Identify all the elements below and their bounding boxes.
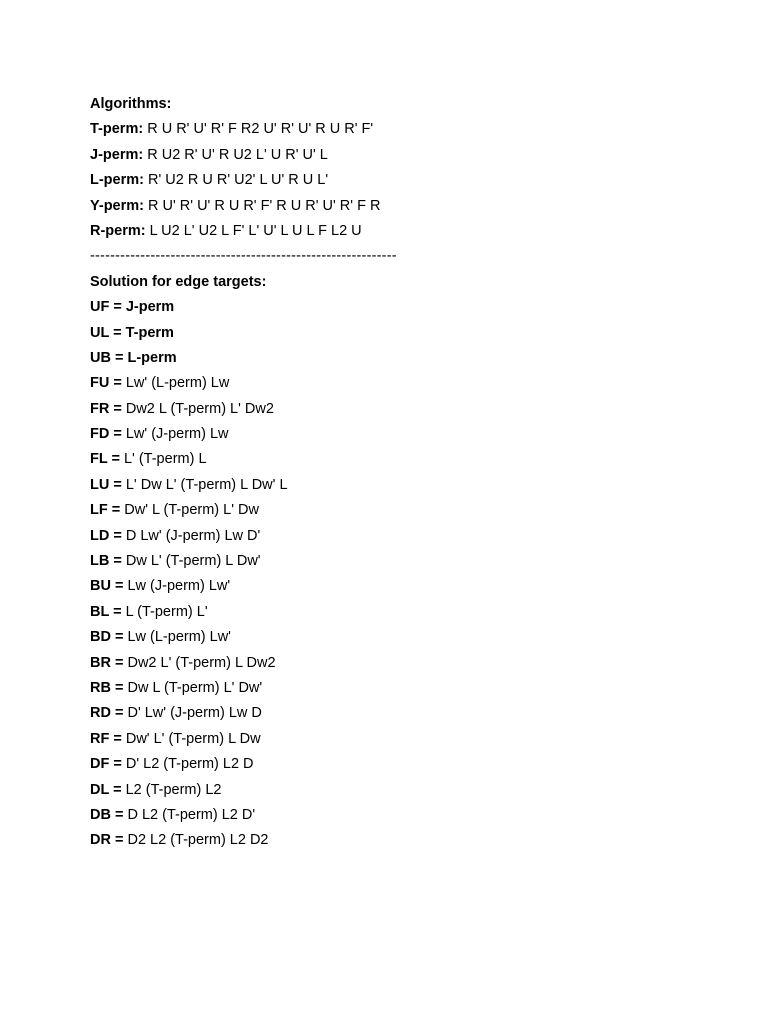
solution-moves: Lw' (J-perm) Lw — [125, 426, 229, 443]
solution-moves: D L2 (T-perm) L2 D' — [127, 806, 256, 823]
solution-target: BU = — [90, 578, 128, 595]
solution-moves: L (T-perm) L' — [125, 603, 208, 620]
algorithm-moves: R U' R' U' R U R' F' R U R' U' R' F R — [148, 197, 381, 214]
solution-target: LB = — [90, 553, 126, 570]
solution-target: FU = — [90, 375, 126, 392]
solution-target: RF = — [90, 730, 126, 747]
solution-line — [90, 524, 730, 549]
solution-line — [90, 397, 730, 422]
solution-target: FL = — [90, 451, 124, 468]
solutions-heading: Solution for edge targets: — [90, 273, 267, 290]
solution-moves: Dw' L' (T-perm) L Dw — [125, 730, 261, 747]
algorithm-line-y-perm — [90, 194, 730, 219]
solution-line — [90, 727, 730, 752]
solution-target: UF = J-perm — [90, 299, 175, 316]
solution-line — [90, 625, 730, 650]
solution-line — [90, 346, 730, 371]
solution-target: LD = — [90, 527, 126, 544]
solution-moves: Lw (L-perm) Lw' — [127, 629, 231, 646]
solution-target: RB = — [90, 679, 128, 696]
solution-moves: Dw L (T-perm) L' Dw' — [127, 679, 263, 696]
solution-line — [90, 752, 730, 777]
algorithm-moves: R U R' U' R' F R2 U' R' U' R U R' F' — [147, 121, 374, 138]
algorithm-moves: R U2 R' U' R U2 L' U R' U' L — [147, 146, 328, 163]
solution-line — [90, 498, 730, 523]
solution-moves: Lw (J-perm) Lw' — [127, 578, 231, 595]
algorithms-heading: Algorithms: — [90, 96, 172, 112]
solution-line — [90, 447, 730, 472]
algorithm-line-t-perm — [90, 117, 730, 142]
solution-moves: Dw2 L' (T-perm) L Dw2 — [127, 654, 276, 671]
solution-line — [90, 651, 730, 676]
solution-line — [90, 778, 730, 803]
algorithm-line-l-perm — [90, 168, 730, 193]
solution-moves: L' Dw L' (T-perm) L Dw' L — [125, 476, 288, 493]
solution-target: DR = — [90, 832, 128, 849]
algorithm-name: R-perm: — [90, 222, 146, 239]
solution-target: DL = — [90, 781, 126, 798]
solutions-list — [90, 295, 730, 854]
solution-moves: Lw' (L-perm) Lw — [125, 375, 230, 392]
document-page — [90, 92, 730, 854]
solution-line — [90, 473, 730, 498]
algorithm-name: J-perm: — [90, 146, 144, 163]
solution-line — [90, 422, 730, 447]
algorithm-name: T-perm: — [90, 121, 144, 138]
solution-target: BL = — [90, 603, 126, 620]
solution-target: UB = L-perm — [90, 349, 177, 366]
algorithm-name: Y-perm: — [90, 197, 144, 214]
solution-line — [90, 600, 730, 625]
solution-target: BR = — [90, 654, 128, 671]
solution-moves: Dw' L (T-perm) L' Dw — [124, 502, 259, 519]
solution-line — [90, 701, 730, 726]
solution-moves: L' (T-perm) L — [123, 451, 207, 468]
solution-moves: D' L2 (T-perm) L2 D — [125, 756, 254, 773]
algorithm-line-r-perm — [90, 219, 730, 244]
solution-line — [90, 549, 730, 574]
solution-target: BD = — [90, 629, 128, 646]
solution-target: LF = — [90, 502, 125, 519]
solution-line — [90, 803, 730, 828]
algorithm-name: L-perm: — [90, 172, 144, 189]
solution-moves: D' Lw' (J-perm) Lw D — [127, 705, 262, 722]
solution-moves: Dw L' (T-perm) L Dw' — [125, 553, 261, 570]
solution-line — [90, 574, 730, 599]
algorithm-moves: R' U2 R U R' U2' L U' R U L' — [148, 172, 329, 189]
solution-moves: D Lw' (J-perm) Lw D' — [125, 527, 261, 544]
solution-target: RD = — [90, 705, 128, 722]
solution-target: LU = — [90, 476, 126, 493]
solution-target: FR = — [90, 400, 126, 417]
solution-line — [90, 676, 730, 701]
solution-target: DB = — [90, 806, 128, 823]
section-divider: ------------------------------------------------------------- — [90, 248, 397, 265]
solution-line — [90, 371, 730, 396]
algorithm-moves: L U2 L' U2 L F' L' U' L U L F L2 U — [149, 222, 362, 239]
solution-moves: Dw2 L (T-perm) L' Dw2 — [125, 400, 274, 417]
solution-line — [90, 295, 730, 320]
solution-target: FD = — [90, 426, 126, 443]
algorithm-line-j-perm — [90, 143, 730, 168]
solution-moves: L2 (T-perm) L2 — [125, 781, 222, 798]
solution-target: UL = T-perm — [90, 324, 174, 341]
solution-target: DF = — [90, 756, 126, 773]
solution-moves: D2 L2 (T-perm) L2 D2 — [127, 832, 269, 849]
solution-line — [90, 321, 730, 346]
solution-line — [90, 828, 730, 853]
